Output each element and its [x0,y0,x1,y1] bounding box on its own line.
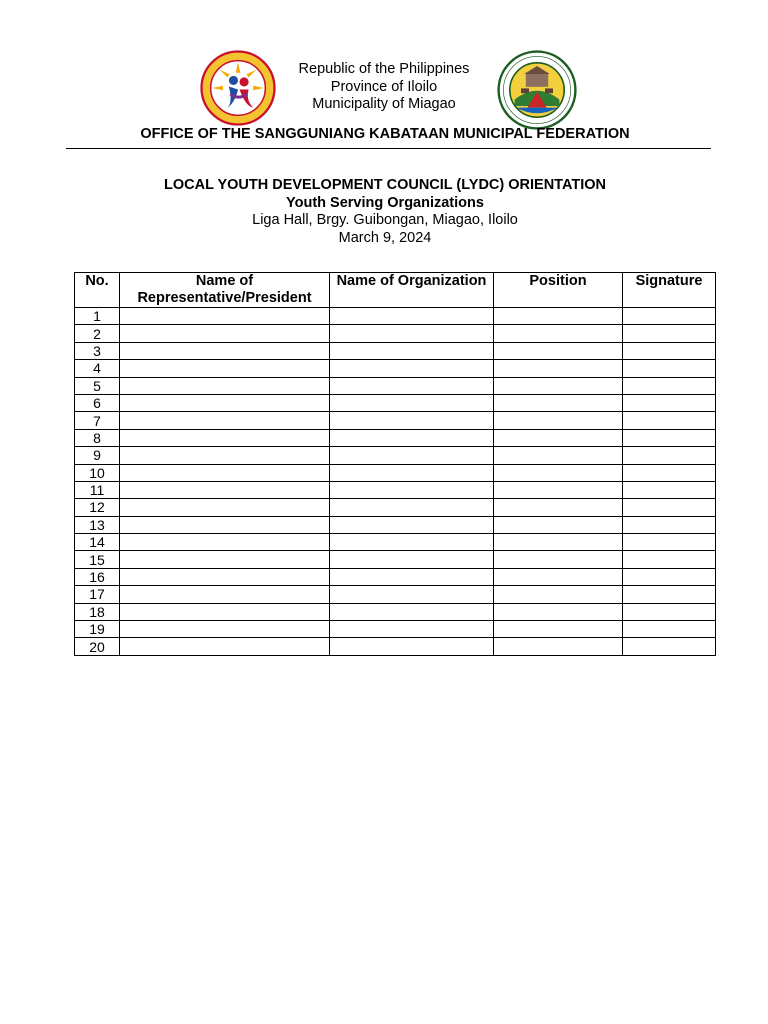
municipality-of-miagao-seal-icon [497,50,577,130]
organization-name-cell[interactable] [330,394,494,411]
position-cell[interactable] [494,308,623,325]
table-row [75,308,716,325]
table-row [75,586,716,603]
representative-name-cell[interactable] [120,621,330,638]
table-row [75,603,716,620]
organization-name-cell[interactable] [330,499,494,516]
position-cell[interactable] [494,360,623,377]
representative-name-cell[interactable] [120,325,330,342]
organization-name-cell[interactable] [330,603,494,620]
position-cell[interactable] [494,516,623,533]
republic-line: Republic of the Philippines [298,61,470,77]
representative-name-cell[interactable] [120,412,330,429]
position-cell[interactable] [494,464,623,481]
signature-cell[interactable] [623,447,716,464]
table-row [75,568,716,585]
signature-cell[interactable] [623,499,716,516]
table-row [75,412,716,429]
table-row [75,342,716,359]
organization-name-cell[interactable] [330,534,494,551]
row-number: 6 [75,394,120,411]
row-number: 8 [75,429,120,446]
government-header [284,61,484,114]
table-row [75,394,716,411]
organization-name-cell[interactable] [330,447,494,464]
representative-name-cell[interactable] [120,568,330,585]
table-body [75,308,716,656]
table-row [75,360,716,377]
row-number: 13 [75,516,120,533]
position-cell[interactable] [494,499,623,516]
row-number: 7 [75,412,120,429]
organization-name-cell[interactable] [330,464,494,481]
organization-name-cell[interactable] [330,325,494,342]
organization-name-cell[interactable] [330,342,494,359]
row-number: 9 [75,447,120,464]
position-cell[interactable] [494,621,623,638]
representative-name-cell[interactable] [120,534,330,551]
header-position: Position [494,273,623,308]
table-row [75,447,716,464]
position-cell[interactable] [494,325,623,342]
signature-cell[interactable] [623,621,716,638]
row-number: 3 [75,342,120,359]
row-number: 12 [75,499,120,516]
header-divider [66,148,711,149]
position-cell[interactable] [494,447,623,464]
organization-name-cell[interactable] [330,551,494,568]
event-subtitle: Youth Serving Organizations [286,194,484,211]
header-organization: Name of Organization [330,273,494,308]
position-cell[interactable] [494,412,623,429]
row-number: 18 [75,603,120,620]
sk-federation-seal-icon [200,50,276,126]
position-cell[interactable] [494,638,623,655]
representative-name-cell[interactable] [120,429,330,446]
row-number: 19 [75,621,120,638]
organization-name-cell[interactable] [330,568,494,585]
signature-cell[interactable] [623,586,716,603]
table-row [75,638,716,655]
attendance-table [74,272,716,656]
signature-cell[interactable] [623,568,716,585]
table-row [75,325,716,342]
row-number: 20 [75,638,120,655]
organization-name-cell[interactable] [330,308,494,325]
representative-name-cell[interactable] [120,308,330,325]
row-number: 14 [75,534,120,551]
position-cell[interactable] [494,586,623,603]
signature-cell[interactable] [623,325,716,342]
signature-cell[interactable] [623,342,716,359]
header-no: No. [75,273,120,308]
row-number: 2 [75,325,120,342]
representative-name-cell[interactable] [120,603,330,620]
province-line: Province of Iloilo [330,78,438,95]
table-row [75,499,716,516]
position-cell[interactable] [494,603,623,620]
signature-cell[interactable] [623,412,716,429]
table-header-row [75,273,716,308]
table-row [75,516,716,533]
table-row [75,464,716,481]
position-cell[interactable] [494,568,623,585]
representative-name-cell[interactable] [120,360,330,377]
row-number: 16 [75,568,120,585]
representative-name-cell[interactable] [120,551,330,568]
representative-name-cell[interactable] [120,499,330,516]
table-row [75,534,716,551]
signature-cell[interactable] [623,464,716,481]
organization-name-cell[interactable] [330,412,494,429]
signature-cell[interactable] [623,360,716,377]
organization-name-cell[interactable] [330,429,494,446]
representative-name-cell[interactable] [120,447,330,464]
representative-name-cell[interactable] [120,394,330,411]
signature-cell[interactable] [623,308,716,325]
position-cell[interactable] [494,394,623,411]
signature-cell[interactable] [623,534,716,551]
event-info [60,177,710,247]
organization-name-cell[interactable] [330,586,494,603]
event-date: March 9, 2024 [338,229,432,246]
office-title: OFFICE OF THE SANGGUNIANG KABATAAN MUNICIPAL FEDERATION [140,126,630,142]
row-number: 5 [75,377,120,394]
representative-name-cell[interactable] [120,516,330,533]
signature-cell[interactable] [623,394,716,411]
row-number: 15 [75,551,120,568]
table-row [75,377,716,394]
event-venue: Liga Hall, Brgy. Guibongan, Miagao, Iloilo [252,212,518,228]
signature-cell[interactable] [623,429,716,446]
representative-name-cell[interactable] [120,342,330,359]
table-row [75,551,716,568]
row-number: 1 [75,308,120,325]
signature-cell[interactable] [623,638,716,655]
event-title: LOCAL YOUTH DEVELOPMENT COUNCIL (LYDC) ORIENTATION [164,177,606,193]
signature-cell[interactable] [623,603,716,620]
position-cell[interactable] [494,534,623,551]
representative-name-cell[interactable] [120,377,330,394]
representative-name-cell[interactable] [120,481,330,498]
representative-name-cell[interactable] [120,464,330,481]
table-row [75,481,716,498]
position-cell[interactable] [494,551,623,568]
organization-name-cell[interactable] [330,516,494,533]
signature-cell[interactable] [623,516,716,533]
table-row [75,429,716,446]
organization-name-cell[interactable] [330,621,494,638]
signature-cell[interactable] [623,377,716,394]
row-number: 17 [75,586,120,603]
municipality-line: Municipality of Miagao [312,96,456,112]
organization-name-cell[interactable] [330,638,494,655]
organization-name-cell[interactable] [330,377,494,394]
position-cell[interactable] [494,429,623,446]
representative-name-cell[interactable] [120,638,330,655]
row-number: 10 [75,464,120,481]
organization-name-cell[interactable] [330,360,494,377]
position-cell[interactable] [494,377,623,394]
signature-cell[interactable] [623,481,716,498]
position-cell[interactable] [494,481,623,498]
representative-name-cell[interactable] [120,586,330,603]
table-row [75,621,716,638]
header-signature: Signature [623,273,716,308]
signature-cell[interactable] [623,551,716,568]
header-name: Name of Representative/President [120,273,330,308]
row-number: 4 [75,360,120,377]
row-number: 11 [75,481,120,498]
position-cell[interactable] [494,342,623,359]
organization-name-cell[interactable] [330,481,494,498]
